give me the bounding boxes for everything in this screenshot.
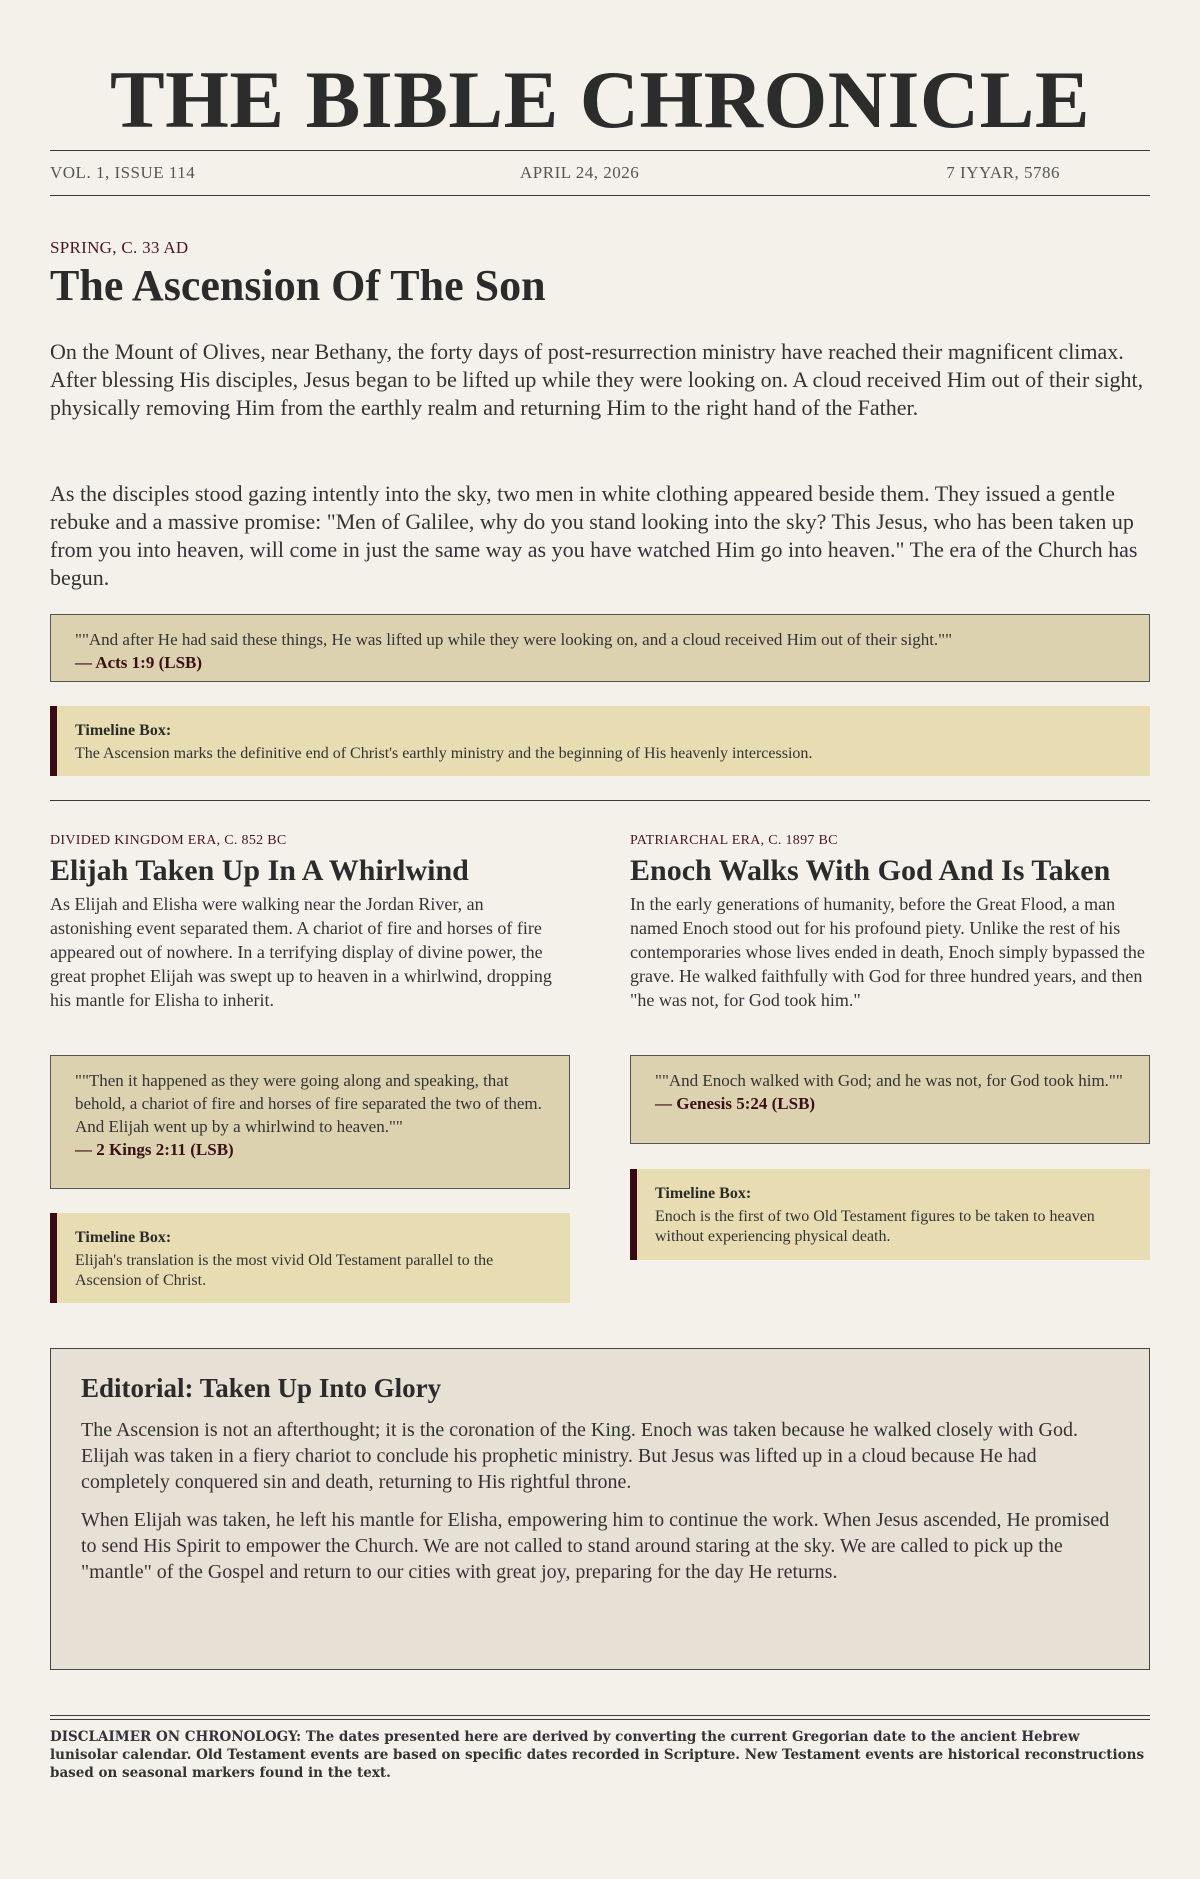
timeline-text: Elijah's translation is the most vivid Old Testament parallel to the Ascension of Christ. (75, 1252, 494, 1289)
quote-reference: — 2 Kings 2:11 (LSB) (75, 1138, 545, 1161)
issue-bar (50, 150, 1150, 195)
quote-text: ""And after He had said these things, He was lifted up while they were looking on, and a cloud received Him out of their sight."" (75, 630, 953, 649)
main-story-paragraph: As the disciples stood gazing intently into the sky, two men in white clothing appeared beside them. They issued a gentle rebuke and a massive promise: "Men of Galilee, why do you stand looking into the sky? This Jesus, who has been taken up from you into heaven, will come in just the same way as you have watched Him go into heaven." The era of the Church has begun. (50, 481, 1138, 590)
quote-text: ""And Enoch walked with God; and he was not, for God took him."" (655, 1071, 1123, 1090)
quote-text: ""Then it happened as they were going along and speaking, that behold, a chariot of fire and horses of fire separated the two of them. And Elijah went up by a whirlwind to heaven."" (75, 1071, 542, 1136)
quote-reference: — Genesis 5:24 (LSB) (655, 1092, 1125, 1115)
main-story-paragraph: On the Mount of Olives, near Bethany, the forty days of post-resurrection ministry have reached their magnificent climax. After blessing His disciples, Jesus began to be lifted up while they were looking on. A cloud received Him out of their sight, physically removing Him from the earthly realm and returning Him to the right hand of the Father. (50, 339, 1144, 420)
enoch-story-headline: Enoch Walks With God And Is Taken (630, 854, 1111, 887)
enoch-story-scripture-quote (630, 1055, 1150, 1144)
elijah-story-timeline-box (50, 1213, 570, 1303)
timeline-label: Timeline Box: (655, 1185, 752, 1202)
elijah-story-headline: Elijah Taken Up In A Whirlwind (50, 854, 469, 887)
main-story-headline: The Ascension Of The Son (50, 261, 546, 310)
enoch-story-kicker: PATRIARCHAL ERA, C. 1897 BC (630, 833, 838, 848)
section-divider (50, 800, 1150, 801)
elijah-story-scripture-quote (50, 1055, 570, 1189)
issue-volume: VOL. 1, ISSUE 114 (50, 163, 196, 182)
editorial-box (50, 1348, 1150, 1670)
elijah-story-body: As Elijah and Elisha were walking near the Jordan River, an astonishing event separated them. A chariot of fire and horses of fire appeared out of nowhere. In a terrifying display of divine power, the great prophet Elijah was swept up to heaven in a whirlwind, dropping his mantle for Elisha to inherit. (50, 894, 552, 1010)
timeline-label: Timeline Box: (75, 722, 172, 739)
elijah-story-kicker: DIVIDED KINGDOM ERA, C. 852 BC (50, 833, 287, 848)
editorial-title: Editorial: Taken Up Into Glory (81, 1373, 442, 1403)
footer-rule-top (50, 1715, 1150, 1716)
editorial-paragraph: When Elijah was taken, he left his mantle for Elisha, empowering him to continue the work. When Jesus ascended, He promised to send His Spirit to empower the Church. We are not called to stand around staring at the sky. We are called to pick up the "mantle" of the Gospel and return to our cities with great joy, preparing for the day He returns. (81, 1509, 1110, 1583)
footer-rule-bottom (50, 1719, 1150, 1720)
enoch-story-body: In the early generations of humanity, before the Great Flood, a man named Enoch stood out for his profound piety. Unlike the rest of his contemporaries whose lives ended in death, Enoch simply bypassed the grave. He walked faithfully with God for three hundred years, and then "he was not, for God took him." (630, 894, 1145, 1010)
quote-reference: — Acts 1:9 (LSB) (75, 651, 1125, 674)
issue-hebrew-date: 7 IYYAR, 5786 (946, 163, 1060, 182)
timeline-text: The Ascension marks the definitive end of Christ's earthly ministry and the beginning of His heavenly intercession. (75, 745, 813, 762)
editorial-paragraph: The Ascension is not an afterthought; it is the coronation of the King. Enoch was taken because he walked closely with God. Elijah was taken in a fiery chariot to conclude his prophetic ministry. But Jesus was lifted up in a cloud because He had completely conquered sin and death, returning to His rightful throne. (81, 1419, 1078, 1493)
chronology-disclaimer: DISCLAIMER ON CHRONOLOGY: The dates presented here are derived by converting the current Gregorian date to the ancient Hebrew lunisolar calendar. Old Testament events are based on specific dates recorded in Scripture. New Testament events are historical reconstructions based on seasonal markers found in the text. (50, 1729, 1145, 1781)
enoch-story-timeline-box (630, 1169, 1150, 1260)
timeline-label: Timeline Box: (75, 1229, 172, 1246)
timeline-text: Enoch is the first of two Old Testament figures to be taken to heaven without experiencing physical death. (655, 1208, 1095, 1245)
main-story-scripture-quote (50, 614, 1150, 682)
main-story-kicker: SPRING, C. 33 AD (50, 238, 189, 257)
masthead-title: THE BIBLE CHRONICLE (109, 54, 1091, 145)
main-story-timeline-box (50, 706, 1150, 776)
issue-date: APRIL 24, 2026 (520, 163, 640, 182)
masthead-rule-bottom (50, 195, 1150, 196)
